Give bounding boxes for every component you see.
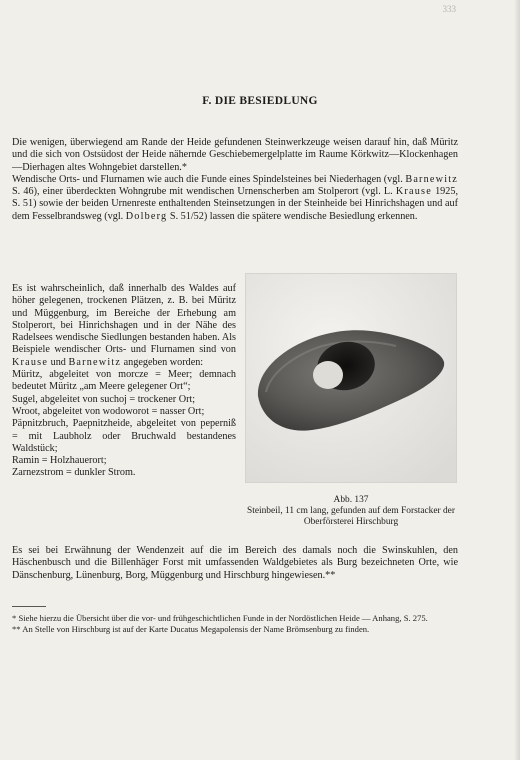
stone-axe-image xyxy=(246,274,456,482)
intro-paragraphs xyxy=(12,137,458,223)
paragraph-text: Es ist wahrscheinlich, daß innerhalb des Waldes auf höher gelegenen, trockenen Plätzen, z. B. bei Müritz und Müggenburg, im Bereiche der Erhebung am Stolperort, bei Hinrichshagen und in der Nähe des Radelsees wendische Siedlungen bestanden haben. Als Beispiele wendischer Orts- und Flurnamen sind von xyxy=(12,283,236,356)
footnote-2: ** An Stelle von Hirschburg ist auf der Karte Ducatus Megapolensis der Name Brömsenburg zu finden. xyxy=(12,624,370,634)
author-name: Dolberg xyxy=(125,210,168,222)
author-name: Krause xyxy=(12,356,49,368)
footnote-separator xyxy=(12,606,46,607)
author-name: Krause xyxy=(395,186,432,198)
place-name-entry: Sugel, abgeleitet von suchoj = trockener Ort; xyxy=(12,393,196,405)
paragraph-stone-tools: Die wenigen, überwiegend am Rande der Heide gefundenen Steinwerkzeuge weisen darauf hin, daß Müritz und die sich von Ostsüdost der Heide nähernde Geschiebemergelplatte im Raume Körkwitz—Klockenhagen—Dierhagen altes Wohngebiet darstellen.* xyxy=(12,137,458,173)
place-name-entry: Ramin = Holzhauerort; xyxy=(12,455,107,467)
place-name-entry: Päpnitzbruch, Paepnitzheide, abgeleitet von peperniß = mit Laubholz oder Bruchwald bestandenes Waldstück; xyxy=(12,418,236,454)
paragraph-text: 1925, S. 51) sowie der beiden Urnenreste enthaltenden Steinsetzungen in der Steinheide bei Hinrichshagen und auf dem Fesselbrandsweg (vgl. xyxy=(12,186,459,222)
paragraph-text: S. 46), einer überdeckten Wohngrube mit wendischen Urnenscherben am Stolperort (vgl. L. xyxy=(12,186,396,198)
section-title: F. DIE BESIEDLUNG xyxy=(202,95,318,107)
figure-caption xyxy=(240,495,462,529)
left-column-text xyxy=(12,283,236,480)
figure-description: Steinbeil, 11 cm lang, gefunden auf dem Forstacker der Oberförsterei Hirschburg xyxy=(247,506,455,528)
paragraph-text: und xyxy=(48,356,69,368)
figure-label: Abb. 137 xyxy=(333,495,369,505)
page-number: 333 xyxy=(442,4,456,14)
author-name: Barnewitz xyxy=(405,173,458,185)
paragraph-settlement-places xyxy=(12,283,236,369)
shaft-hole-light xyxy=(313,361,343,389)
closing-paragraph xyxy=(12,545,458,582)
paragraph-text: angegeben worden: xyxy=(121,356,204,368)
footnotes xyxy=(12,613,458,635)
place-name-entry: Wroot, abgeleitet von wodoworot = nasser Ort; xyxy=(12,405,205,417)
paragraph-text: Wendische Orts- und Flurnamen wie auch die Funde eines Spindelsteines bei Niederhagen (vgl. xyxy=(12,173,406,185)
footnote-1: * Siehe hierzu die Übersicht über die vor- und frühgeschichtlichen Funde in der Nordöstlichen Heide — Anhang, S. 275. xyxy=(12,613,428,623)
paragraph-castle-places: Es sei bei Erwähnung der Wendenzeit auf die im Bereich des damals noch die Swinskuhlen, den Häschenbusch und die Billenhäger Forst mit umfassenden Waldgebietes als Burg bezeichneten Orte, wie Dänschenburg, Lünenburg, Borg, Müggenburg und Hirschburg hingewiesen.** xyxy=(12,545,458,581)
author-name: Barnewitz xyxy=(68,356,122,368)
place-name-entry: Zarnezstrom = dunkler Strom. xyxy=(12,467,136,479)
paragraph-text: S. 51/52) lassen die spätere wendische Besiedlung erkennen. xyxy=(167,210,418,222)
place-name-entry: Müritz, abgeleitet von morcze = Meer; demnach bedeutet Müritz „am Meere gelegener Ort“; xyxy=(12,369,236,393)
paragraph-wendish-settlement xyxy=(12,174,458,223)
stone-axe-photo xyxy=(245,273,457,483)
